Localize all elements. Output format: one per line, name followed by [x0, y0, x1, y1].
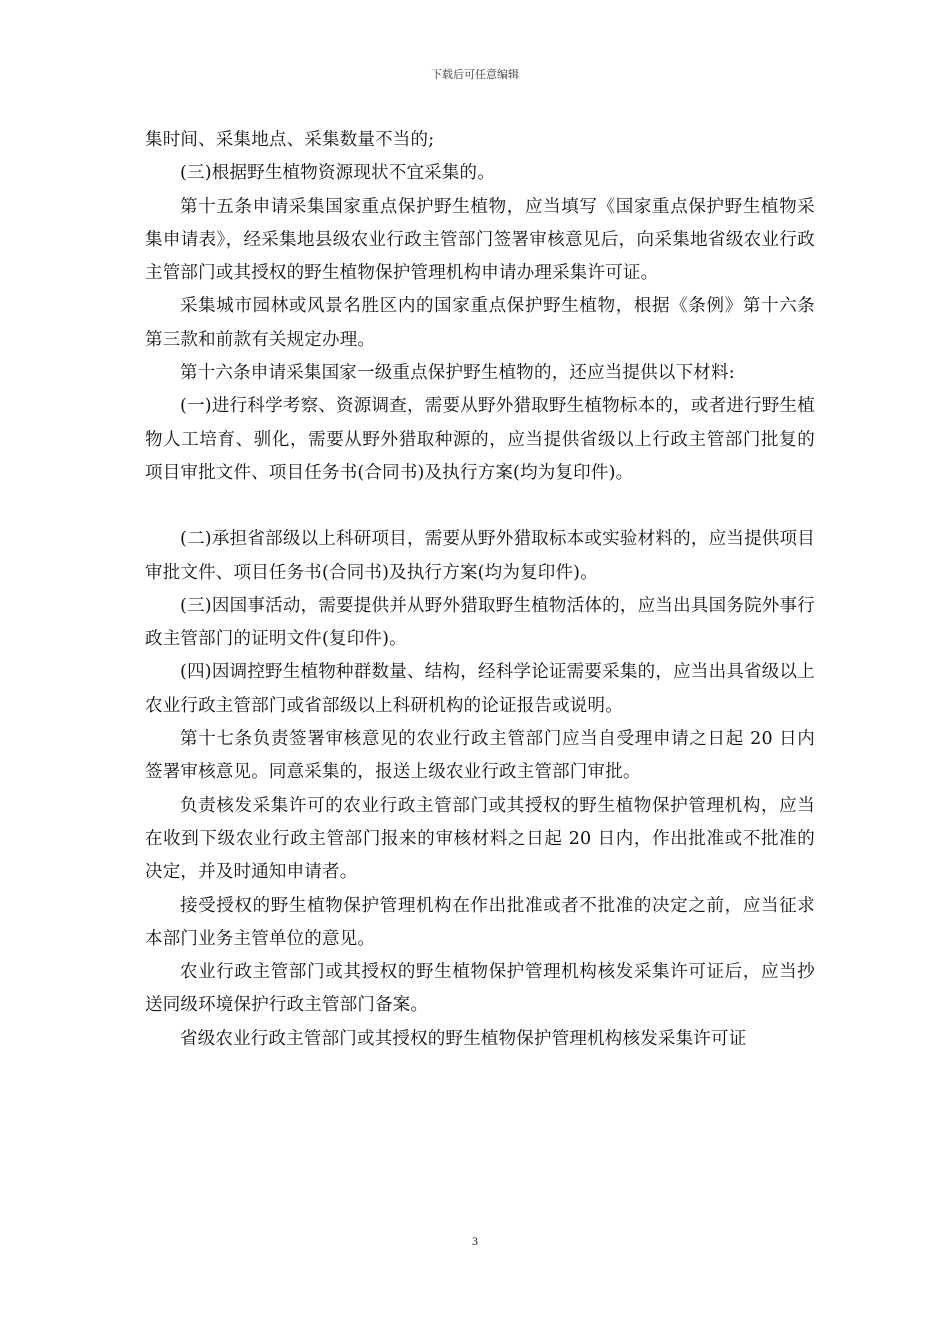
paragraph-item-3b: (三)因国事活动，需要提供并从野外猎取野生植物活体的，应当出具国务院外事行政主管部门的证明文件(复印件)。 [145, 595, 815, 650]
document-body [145, 124, 815, 1056]
paragraph-item-2: (二)承担省部级以上科研项目，需要从野外猎取标本或实验材料的，应当提供项目审批文件、项目任务书(合同书)及执行方案(均为复印件)。 [145, 529, 815, 583]
paragraph-article-15: 第十五条申请采集国家重点保护野生植物，应当填写《国家重点保护野生植物采集申请表》，经采集地县级农业行政主管部门签署审核意见后，向采集地省级农业行政主管部门或其授权的野生植物保护管理机构申请办理采集许可证。 [145, 196, 815, 284]
paragraph-urban-gardens: 采集城市园林或风景名胜区内的国家重点保护野生植物，根据《条例》第十六条第三款和前款有关规定办理。 [145, 296, 815, 350]
paragraph-article-16: 第十六条申请采集国家一级重点保护野生植物的，还应当提供以下材料: [180, 363, 735, 384]
blank-line [145, 490, 815, 523]
paragraph-item-3: (三)根据野生植物资源现状不宜采集的。 [180, 163, 495, 184]
paragraph-record-filing: 农业行政主管部门或其授权的野生植物保护管理机构核发采集许可证后，应当抄送同级环境保护行政主管部门备案。 [145, 962, 815, 1016]
paragraph-authorized-agency: 接受授权的野生植物保护管理机构在作出批准或者不批准的决定之前，应当征求本部门业务主管单位的意见。 [145, 895, 815, 949]
paragraph-item-1: (一)进行科学考察、资源调查，需要从野外猎取野生植物标本的，或者进行野生植物人工培育、驯化，需要从野外猎取种源的，应当提供省级以上行政主管部门批复的项目审批文件、项目任务书(合同书)及执行方案(均为复印件)。 [145, 396, 815, 483]
paragraph-item-4: (四)因调控野生植物种群数量、结构，经科学论证需要采集的，应当出具省级以上农业行政主管部门或省部级以上科研机构的论证报告或说明。 [145, 662, 815, 716]
page-header: 下载后可任意编辑 [431, 68, 519, 81]
paragraph-article-17: 第十七条负责签署审核意见的农业行政主管部门应当自受理申请之日起 20 日内签署审核意见。同意采集的，报送上级农业行政主管部门审批。 [145, 729, 815, 783]
page-number: 3 [472, 1234, 478, 1248]
paragraph-approval: 负责核发采集许可的农业行政主管部门或其授权的野生植物保护管理机构，应当在收到下级农业行政主管部门报来的审核材料之日起 20 日内，作出批准或不批准的决定，并及时通知申请者。 [145, 795, 815, 883]
paragraph-continuation: 集时间、采集地点、采集数量不当的; [145, 130, 435, 150]
paragraph-provincial: 省级农业行政主管部门或其授权的野生植物保护管理机构核发采集许可证 [180, 1028, 747, 1049]
